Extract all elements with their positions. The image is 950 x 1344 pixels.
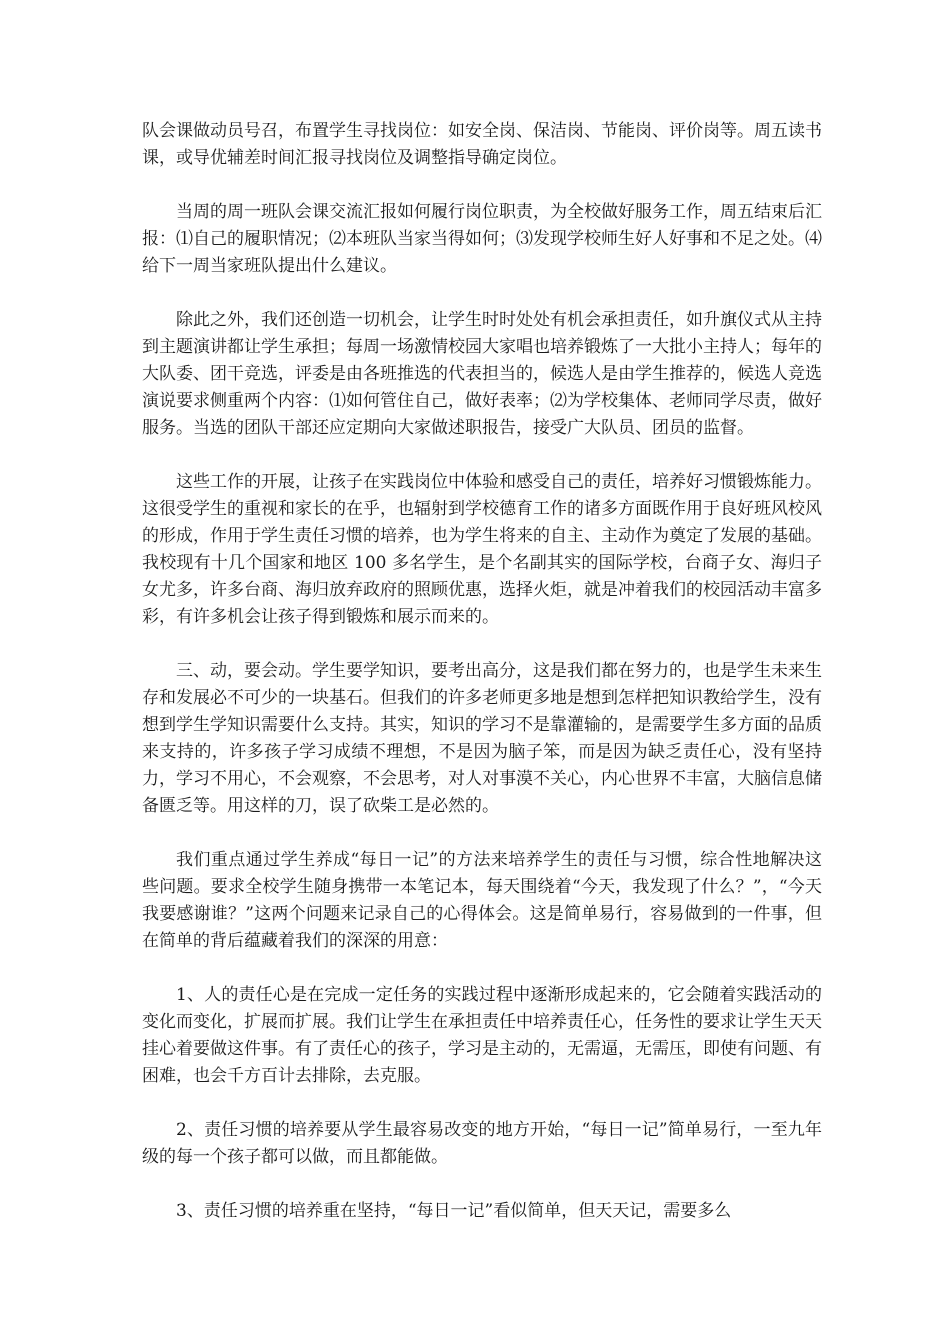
paragraph-4: 这些工作的开展，让孩子在实践岗位中体验和感受自己的责任，培养好习惯锻炼能力。这很受学生的重视和家长的在乎，也辐射到学校德育工作的诸多方面既作用于良好班风校风的形成，作用于学生责任习惯的培养，也为学生将来的自主、主动作为奠定了发展的基础。我校现有十几个国家和地区 100 多名学生，是个名副其实的国际学校，台商子女、海归子女尤多，许多台商、海归放弃政府的照顾优惠，选择火炬，就是冲着我们的校园活动丰富多彩，有许多机会让孩子得到锻炼和展示而来的。 [142,472,822,627]
paragraph-9: 3、责任习惯的培养重在坚持，“每日一记”看似简单，但天天记，需要多么 [176,1201,732,1221]
paragraph-2: 当周的周一班队会课交流汇报如何履行岗位职责，为全校做好服务工作，周五结束后汇报：⑴自己的履职情况；⑵本班队当家当得如何；⑶发现学校师生好人好事和不足之处。⑷给下一周当家班队提出什么建议。 [142,202,822,276]
document-body [142,118,822,1252]
paragraph-6: 我们重点通过学生养成“每日一记”的方法来培养学生的责任与习惯，综合性地解决这些问题。要求全校学生随身携带一本笔记本，每天围绕着“今天，我发现了什么？”，“今天我要感谢谁？”这两个问题来记录自己的心得体会。这是简单易行，容易做到的一件事，但在简单的背后蕴藏着我们的深深的用意： [142,850,822,951]
paragraph-8: 2、责任习惯的培养要从学生最容易改变的地方开始，“每日一记”简单易行，一至九年级的每一个孩子都可以做，而且都能做。 [142,1120,822,1167]
paragraph-5: 三、动，要会动。学生要学知识，要考出高分，这是我们都在努力的，也是学生未来生存和发展必不可少的一块基石。但我们的许多老师更多地是想到怎样把知识教给学生，没有想到学生学知识需要什么支持。其实，知识的学习不是靠灌输的，是需要学生多方面的品质来支持的，许多孩子学习成绩不理想，不是因为脑子笨，而是因为缺乏责任心，没有坚持力，学习不用心，不会观察，不会思考，对人对事漠不关心，内心世界不丰富，大脑信息储备匮乏等。用这样的刀，误了砍柴工是必然的。 [142,661,822,816]
paragraph-3: 除此之外，我们还创造一切机会，让学生时时处处有机会承担责任，如升旗仪式从主持到主题演讲都让学生承担；每周一场激情校园大家唱也培养锻炼了一大批小主持人；每年的大队委、团干竞选，评委是由各班推选的代表担当的，候选人是由学生推荐的，候选人竞选演说要求侧重两个内容：⑴如何管住自己，做好表率；⑵为学校集体、老师同学尽责，做好服务。当选的团队干部还应定期向大家做述职报告，接受广大队员、团员的监督。 [142,310,822,438]
paragraph-7: 1、人的责任心是在完成一定任务的实践过程中逐渐形成起来的，它会随着实践活动的变化而变化，扩展而扩展。我们让学生在承担责任中培养责任心，任务性的要求让学生天天挂心着要做这件事。有了责任心的孩子，学习是主动的，无需逼，无需压，即使有问题、有困难，也会千方百计去排除，去克服。 [142,985,822,1086]
paragraph-1: 队会课做动员号召，布置学生寻找岗位：如安全岗、保洁岗、节能岗、评价岗等。周五读书课，或导优辅差时间汇报寻找岗位及调整指导确定岗位。 [142,121,822,168]
